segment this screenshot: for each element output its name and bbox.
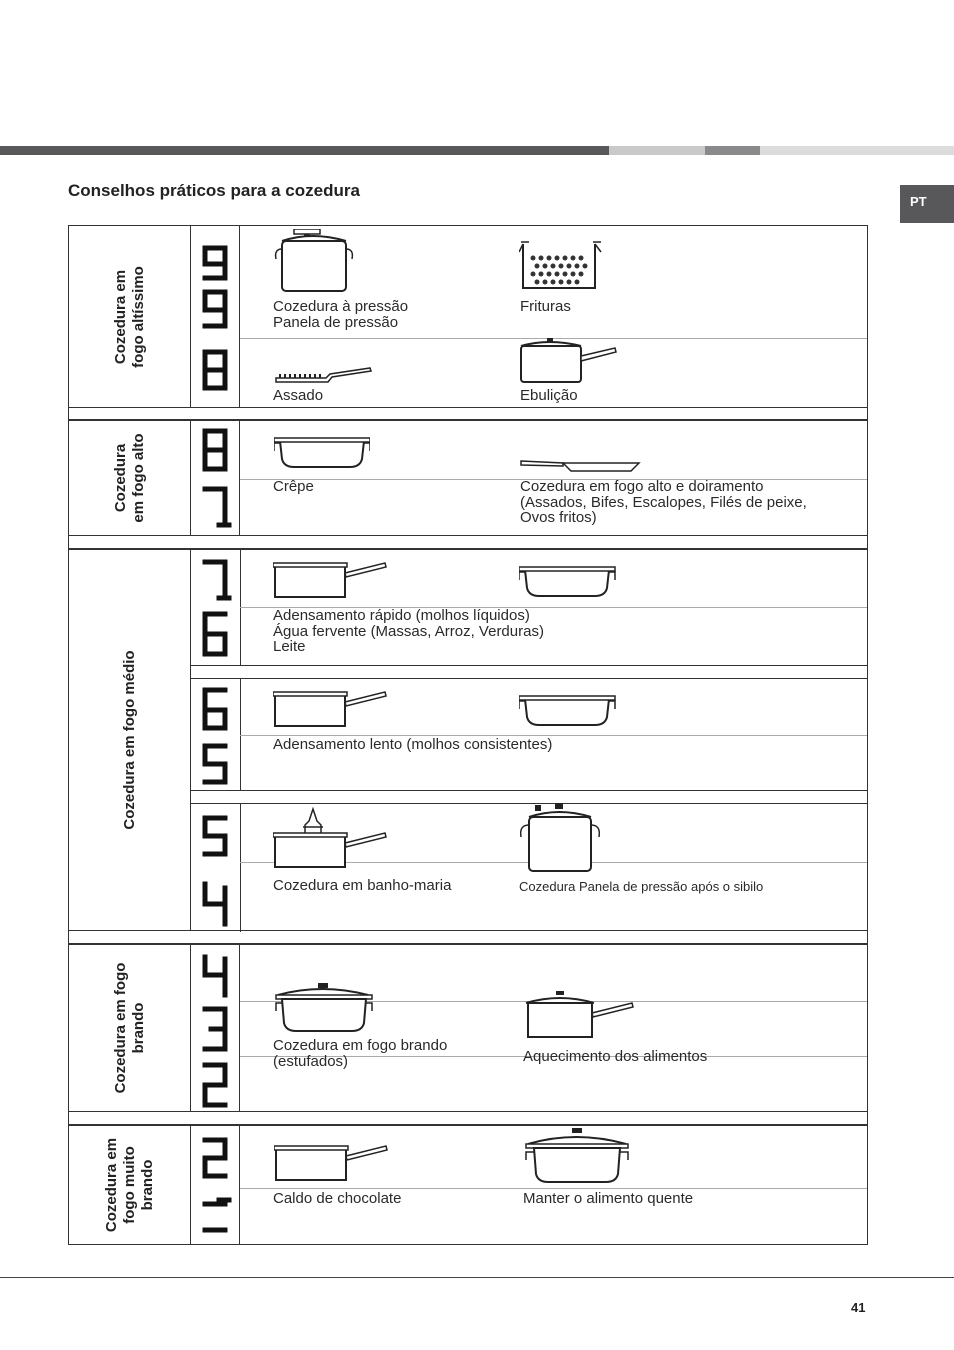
pot-icon	[519, 562, 619, 604]
item-caption: Crêpe	[273, 478, 314, 495]
segment-digits-icon	[191, 226, 240, 409]
item-caption: Ebulição	[520, 387, 578, 404]
page-number: 41	[851, 1300, 866, 1315]
saucepan-icon	[273, 686, 389, 732]
section-spacer	[68, 931, 868, 944]
item-caption: Adensamento lento (molhos consistentes)	[273, 736, 553, 753]
covered-saucepan-icon	[524, 989, 636, 1041]
section-very-high-heat	[68, 225, 868, 408]
column-divider	[240, 804, 241, 932]
fryer-basket-icon	[519, 238, 603, 294]
level-display	[191, 421, 240, 535]
level-display	[191, 1126, 240, 1244]
section-label: Cozedura em fogo brando	[111, 962, 147, 1094]
bar-segment-dark	[0, 146, 609, 155]
level-display	[191, 226, 240, 407]
boiling-pot-icon	[519, 336, 619, 386]
bar-segment-light	[609, 146, 705, 155]
item-caption: Cozedura em fogo alto e doiramento (Assados, Bifes, Escalopes, Filés de peixe, Ovos fritos)	[520, 478, 807, 526]
section-label-cell	[69, 1126, 191, 1244]
grill-pan-icon	[274, 364, 374, 386]
saucepan-icon	[274, 1140, 390, 1186]
item-caption: Frituras	[520, 298, 571, 315]
section-label: Cozedura em fogo alto	[111, 433, 147, 523]
sub-row-spacer	[190, 790, 868, 804]
section-label: Cozedura em fogo muito brando	[102, 1137, 156, 1233]
pressure-cooker-icon	[274, 229, 354, 295]
bar-segment-mid	[705, 146, 760, 155]
item-caption: Adensamento rápido (molhos líquidos) Água fervente (Massas, Arroz, Verduras) Leite	[273, 607, 544, 655]
section-high-heat	[68, 420, 868, 536]
segment-digits-icon	[191, 945, 240, 1113]
section-label: Cozedura em fogo médio	[120, 650, 138, 830]
footer-rule	[0, 1277, 954, 1278]
item-caption: Cozedura Panela de pressão após o sibilo	[519, 879, 764, 894]
covered-pot-icon	[524, 1126, 634, 1186]
section-spacer	[68, 408, 868, 420]
bar-segment-pale	[760, 146, 954, 155]
saucepan-icon	[273, 557, 389, 603]
item-caption: Manter o alimento quente	[523, 1190, 694, 1207]
section-very-low-heat	[68, 1125, 868, 1245]
section-label-cell	[69, 421, 191, 535]
section-label-cell	[69, 945, 191, 1111]
segment-digits-icon	[191, 1126, 240, 1246]
crepe-pan-icon	[274, 433, 370, 473]
item-caption: Assado	[273, 387, 324, 404]
section-label-cell	[69, 226, 191, 407]
segment-digits-icon	[191, 421, 240, 537]
item-caption: Cozedura em banho-maria	[273, 877, 452, 894]
pot-icon	[519, 691, 619, 733]
item-caption: Cozedura à pressão Panela de pressão	[273, 298, 409, 331]
row-divider	[240, 1188, 867, 1189]
item-caption: Caldo de chocolate	[273, 1190, 402, 1207]
segment-digits-icon	[191, 550, 240, 932]
section-spacer	[68, 1112, 868, 1125]
frying-pan-icon	[519, 457, 641, 475]
section-label-cell	[69, 550, 191, 930]
item-caption: Aquecimento dos alimentos	[523, 1048, 708, 1065]
section-spacer	[68, 536, 868, 549]
sub-row-spacer	[190, 665, 868, 679]
item-caption: Cozedura em fogo brando (estufados)	[273, 1037, 448, 1070]
page-title: Conselhos práticos para a cozedura	[68, 181, 360, 200]
section-low-heat	[68, 944, 868, 1112]
pressure-cooker-icon	[519, 803, 603, 875]
language-tab[interactable]: PT	[900, 185, 954, 223]
header-color-bar	[0, 146, 954, 155]
bain-marie-icon	[273, 807, 389, 873]
section-label: Cozedura em fogo altíssimo	[111, 265, 147, 368]
level-display	[191, 945, 240, 1111]
level-display	[191, 550, 240, 930]
covered-pot-icon	[274, 981, 374, 1035]
